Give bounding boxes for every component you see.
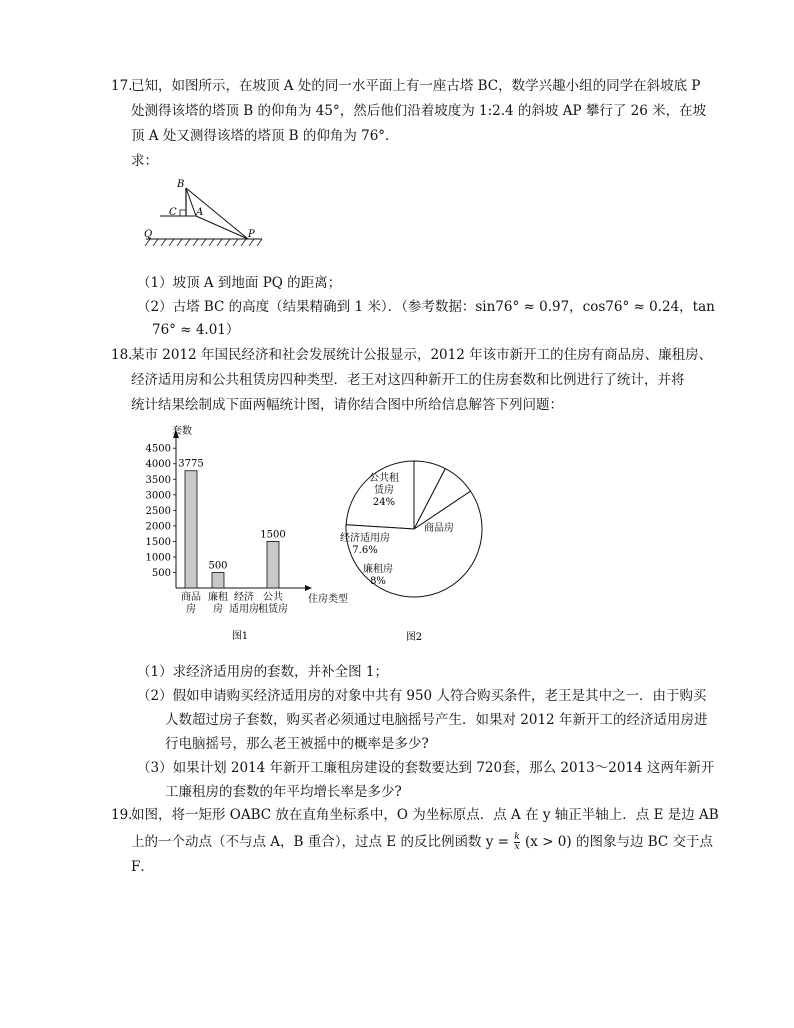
pie-chart <box>338 450 498 650</box>
pie-slice-label: 经济适用房 <box>340 533 390 544</box>
q19-line-2b: (x > 0) 的图象与边 BC 交于点 <box>525 834 714 850</box>
pie-slice-pct: 24% <box>372 497 396 508</box>
pie-slice-label: 商品房 <box>424 523 454 534</box>
q18-sub-2c: 行电脑摇号，那么老王被摇中的概率是多少? <box>165 736 429 752</box>
label-P: P <box>248 229 255 240</box>
q18-sub-3: （3）如果计划 2014 年新开工廉租房建设的套数要达到 720套，那么 2013～2014 这两年新开 <box>137 760 715 776</box>
q17-sub-1: （1）坡顶 A 到地面 PQ 的距离； <box>137 275 342 291</box>
q18-line-1: 某市 2012 年国民经济和社会发展统计公报显示，2012 年该市新开工的住房有商品房、廉租房、 <box>131 347 713 363</box>
label-Q: Q <box>144 229 153 240</box>
bar-data-label: 3775 <box>178 458 204 470</box>
q18-sub-2: （2）假如申请购买经济适用房的对象中共有 950 人符合购买条件，老王是其中之一．由于购买 <box>137 688 707 704</box>
label-B: B <box>177 179 185 190</box>
q18-line-2: 经济适用房和公共租赁房四种类型．老王对这四种新开工的住房套数和比例进行了统计，并将 <box>131 372 685 388</box>
q18-sub-3b: 工廉租房的套数的年平均增长率是多少? <box>165 784 402 800</box>
x-axis-arrow <box>305 585 312 591</box>
q18-line-3: 统计结果绘制成下面两幅统计图，请你结合图中所给信息解答下列问题： <box>131 397 563 413</box>
pie-slice-label: 公共租 <box>369 473 399 484</box>
x-tick-label: 适用房 <box>229 604 259 615</box>
x-tick-label: 商品 <box>181 592 201 603</box>
q17-sub-2: （2）古塔 BC 的高度（结果精确到 1 米）．（参考数据：sin76° ≈ 0.97，cos76° ≈ 0.24，tan <box>137 299 715 315</box>
q17-line-1: 已知，如图所示，在坡顶 A 处的同一水平面上有一座古塔 BC，数学兴趣小组的同学在斜坡底 P <box>131 78 701 94</box>
x-tick-label: 经济 <box>234 592 254 603</box>
q18-sub-2b: 人数超过房子套数，购买者必须通过电脑摇号产生．如果对 2012 年新开工的经济适用房进 <box>165 712 708 728</box>
pie-slice-pct: 8% <box>370 576 386 587</box>
q19-number: 19. <box>111 807 133 823</box>
bar <box>267 541 279 588</box>
q17-ask: 求： <box>131 153 158 169</box>
chart-title: 图1 <box>231 631 249 642</box>
x-tick-label: 公共 <box>263 592 283 603</box>
y-tick-label: 1000 <box>145 552 171 564</box>
x-axis-label: 住房类型 <box>308 594 348 605</box>
k-over-x-fraction <box>514 833 519 852</box>
label-A: A <box>196 207 204 218</box>
y-tick-label: 1500 <box>145 536 171 548</box>
q18-sub-1: （1）求经济适用房的套数，并补全图 1； <box>137 664 388 680</box>
bar-data-label: 500 <box>208 560 228 572</box>
bar-chart <box>140 420 370 650</box>
frac-numerator: k <box>514 832 520 842</box>
frac-denominator: x <box>514 842 520 852</box>
bar <box>185 471 197 588</box>
q19-line-2 <box>131 833 713 852</box>
bar-data-label: 1500 <box>260 529 286 541</box>
y-tick-label: 2500 <box>145 505 171 517</box>
q17-figure <box>140 175 280 255</box>
q17-line-3: 顶 A 处又测得该塔的塔顶 B 的仰角为 76°． <box>131 128 399 144</box>
y-tick-label: 2000 <box>145 521 171 533</box>
q17-sub-3: 76° ≈ 4.01） <box>152 322 240 338</box>
q17-line-2: 处测得该塔的塔顶 B 的仰角为 45°，然后他们沿着坡度为 1:2.4 的斜坡 AP 攀行了 26 米，在坡 <box>131 103 707 119</box>
q19-line-1: 如图，将一矩形 OABC 放在直角坐标系中，O 为坐标原点．点 A 在 y 轴正半轴上．点 E 是边 AB <box>131 807 719 823</box>
y-tick-label: 3000 <box>145 490 171 502</box>
y-tick-label: 4000 <box>145 459 171 471</box>
pie-slice-label: 廉租房 <box>363 564 393 575</box>
y-tick-label: 3500 <box>145 474 171 486</box>
bar <box>212 572 224 588</box>
label-C: C <box>169 207 177 218</box>
pie-slice-pct: 7.6% <box>352 545 378 556</box>
chart-title: 图2 <box>405 632 423 643</box>
x-tick-label: 房 <box>186 604 196 615</box>
y-tick-label: 4500 <box>145 443 171 455</box>
q19-line-2a: 上的一个动点（不与点 A，B 重合），过点 E 的反比例函数 y = <box>131 834 509 850</box>
x-tick-label: 房 <box>213 604 223 615</box>
y-axis-label: 套数 <box>172 426 192 437</box>
y-tick-label: 500 <box>151 567 171 579</box>
x-tick-label: 廉租 <box>208 592 228 603</box>
q18-number: 18. <box>111 347 133 363</box>
pie-slice-label: 赁房 <box>374 485 394 496</box>
x-tick-label: 租赁房 <box>258 604 288 615</box>
q17-number: 17. <box>111 78 133 94</box>
q19-line-3: F． <box>131 859 154 875</box>
